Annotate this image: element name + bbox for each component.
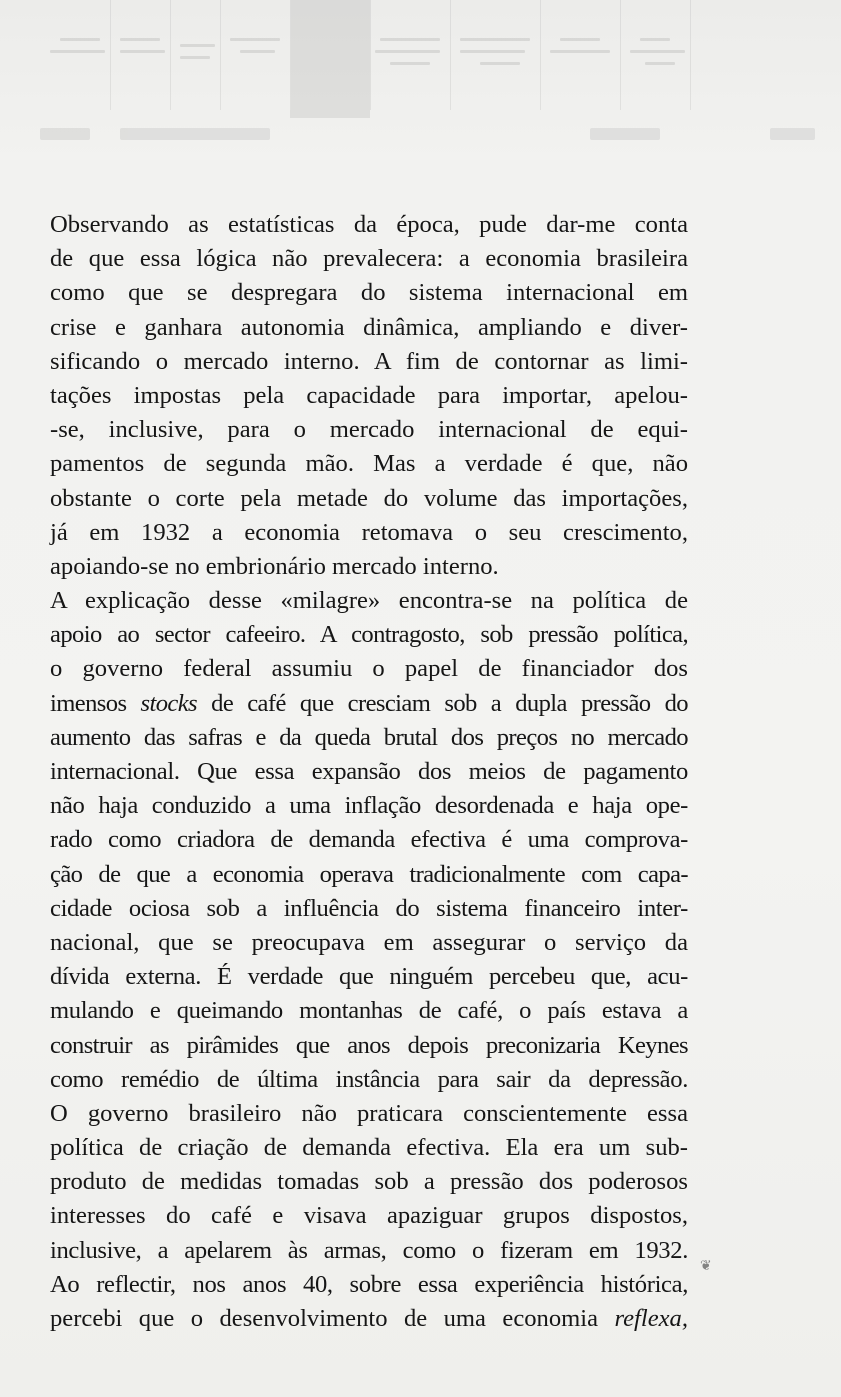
- text-run: O governo brasileiro não praticara conscientemente essa: [50, 1099, 688, 1127]
- text-run: pamentos de segunda mão. Mas a verdade é que, não: [50, 450, 688, 478]
- text-line: [50, 1165, 688, 1199]
- text-run: apoiando-se no embrionário mercado interno.: [50, 552, 499, 580]
- text-line: [50, 823, 688, 857]
- bleed-through-table: [40, 0, 700, 115]
- text-run: mulando e queimando montanhas de café, o país estava a: [50, 997, 688, 1025]
- text-run: Ao reflectir, nos anos 40, sobre essa experiência histórica,: [50, 1270, 688, 1298]
- text-line: [50, 994, 688, 1028]
- text-run: inclusive, a apelarem às armas, como o fizeram em 1932.: [50, 1236, 688, 1264]
- text-run: crise e ganhara autonomia dinâmica, ampliando e diver-: [50, 313, 688, 341]
- text-line: [50, 379, 688, 413]
- text-run: política de criação de demanda efectiva. Ela era um sub-: [50, 1134, 688, 1162]
- text-line: [50, 311, 688, 345]
- text-line: [50, 345, 688, 379]
- text-run: nacional, que se preocupava em assegurar o serviço da: [50, 928, 688, 956]
- text-run: percebi que o desenvolvimento de uma economia: [50, 1305, 615, 1332]
- text-line: [50, 1131, 688, 1165]
- text-run: imensos: [50, 689, 141, 717]
- text-run: apoio ao sector cafeeiro. A contragosto, sob pressão política,: [50, 621, 688, 649]
- text-run: não haja conduzido a uma inflação desordenada e haja ope-: [50, 792, 688, 820]
- text-run: obstante o corte pela metade do volume das importações,: [50, 484, 688, 512]
- text-line: [50, 276, 688, 310]
- text-line: [50, 687, 688, 721]
- text-run: já em 1932 a economia retomava o seu crescimento,: [50, 518, 688, 546]
- text-run: o governo federal assumiu o papel de financiador dos: [50, 655, 688, 683]
- text-line: [50, 242, 688, 276]
- text-run: sificando o mercado interno. A fim de contornar as limi-: [50, 347, 688, 375]
- text-line: [50, 755, 688, 789]
- text-line: [50, 1302, 688, 1336]
- bleed-through-running-header: [40, 122, 820, 146]
- text-run: Observando as estatísticas da época, pude dar-me conta: [50, 211, 688, 238]
- text-line: [50, 413, 688, 447]
- text-run: produto de medidas tomadas sob a pressão dos poderosos: [50, 1168, 688, 1196]
- text-run: interesses do café e visava apaziguar grupos dispostos,: [50, 1202, 688, 1230]
- text-line: [50, 482, 688, 516]
- text-line: [50, 516, 688, 550]
- text-line: [50, 1234, 688, 1268]
- text-run: como que se despregara do sistema internacional em: [50, 279, 688, 307]
- text-line: [50, 208, 688, 242]
- italic-text: reflexa,: [614, 1305, 688, 1332]
- text-run: aumento das safras e da queda brutal dos preços no mercado: [50, 723, 688, 751]
- text-run: tações impostas pela capacidade para importar, apelou-: [50, 381, 688, 409]
- text-run: rado como criadora de demanda efectiva é uma comprova-: [50, 826, 688, 854]
- text-run: -se, inclusive, para o mercado internacional de equi-: [50, 416, 688, 444]
- text-line: [50, 789, 688, 823]
- text-line: [50, 1029, 688, 1063]
- text-line: [50, 652, 688, 686]
- text-line: [50, 618, 688, 652]
- text-run: de café que cresciam sob a dupla pressão do: [197, 689, 688, 717]
- text-line: [50, 858, 688, 892]
- text-line: [50, 1268, 688, 1302]
- text-line: [50, 892, 688, 926]
- body-text: [50, 208, 688, 1336]
- text-line: [50, 1199, 688, 1233]
- text-line: [50, 584, 688, 618]
- margin-mark: ❦: [700, 1259, 712, 1274]
- text-run: cidade ociosa sob a influência do sistema financeiro inter-: [50, 894, 688, 922]
- text-line: [50, 721, 688, 755]
- text-run: como remédio de última instância para sair da depressão.: [50, 1065, 688, 1093]
- text-run: ção de que a economia operava tradicionalmente com capa-: [50, 860, 688, 888]
- text-run: de que essa lógica não prevalecera: a economia brasileira: [50, 245, 688, 273]
- text-run: construir as pirâmides que anos depois preconizaria Keynes: [50, 1031, 688, 1059]
- text-run: internacional. Que essa expansão dos meios de pagamento: [50, 758, 688, 785]
- italic-text: stocks: [140, 689, 198, 717]
- text-line: [50, 926, 688, 960]
- text-line: [50, 960, 688, 994]
- text-line: [50, 447, 688, 481]
- text-line: [50, 1097, 688, 1131]
- text-line: [50, 1063, 688, 1097]
- text-line: [50, 550, 688, 584]
- text-run: dívida externa. É verdade que ninguém percebeu que, acu-: [50, 963, 688, 991]
- text-run: A explicação desse «milagre» encontra-se na política de: [50, 587, 688, 615]
